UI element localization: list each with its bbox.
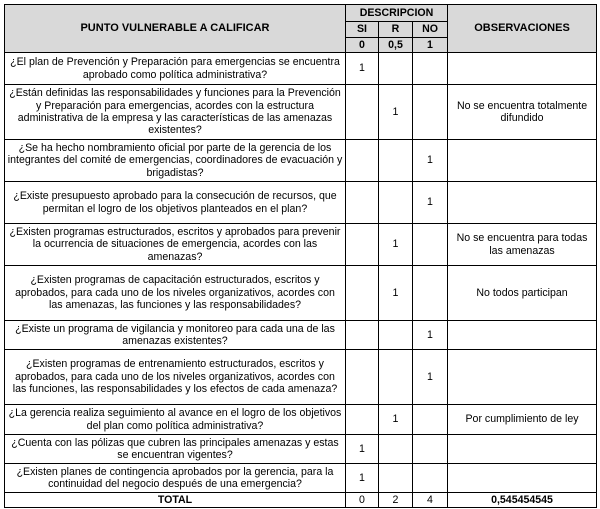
si-cell bbox=[346, 405, 379, 435]
question-cell: ¿Se ha hecho nombramiento oficial por parte de la gerencia de los integrantes del comité de emergencias, coordinadores de evacuación y brigadistas? bbox=[5, 140, 346, 182]
r-cell bbox=[379, 182, 413, 224]
si-cell bbox=[346, 140, 379, 182]
header-val-si: 0 bbox=[346, 38, 379, 53]
total-si: 0 bbox=[346, 493, 379, 508]
table-row bbox=[5, 85, 597, 140]
observation-cell: Por cumplimiento de ley bbox=[448, 405, 597, 435]
header-punto: PUNTO VULNERABLE A CALIFICAR bbox=[5, 5, 346, 53]
r-cell bbox=[379, 140, 413, 182]
header-si: SI bbox=[346, 22, 379, 38]
question-cell: ¿Existen programas de capacitación estructurados, escritos y aprobados, para cada uno de los niveles organizativos, acordes con las amenazas, las funciones y las responsabilidades? bbox=[5, 266, 346, 321]
no-cell bbox=[413, 224, 448, 266]
table-row bbox=[5, 53, 597, 85]
no-cell: 1 bbox=[413, 350, 448, 405]
vulnerability-table bbox=[4, 4, 597, 508]
no-cell bbox=[413, 464, 448, 493]
observation-cell bbox=[448, 350, 597, 405]
header-r: R bbox=[379, 22, 413, 38]
header-val-r: 0,5 bbox=[379, 38, 413, 53]
table-row bbox=[5, 405, 597, 435]
question-cell: ¿La gerencia realiza seguimiento al avance en el logro de los objetivos del plan como política administrativa? bbox=[5, 405, 346, 435]
no-cell bbox=[413, 266, 448, 321]
observation-cell bbox=[448, 435, 597, 464]
r-cell: 1 bbox=[379, 266, 413, 321]
table-row bbox=[5, 224, 597, 266]
r-cell: 1 bbox=[379, 224, 413, 266]
observation-cell bbox=[448, 464, 597, 493]
si-cell: 1 bbox=[346, 435, 379, 464]
total-label: TOTAL bbox=[5, 493, 346, 508]
observation-cell bbox=[448, 321, 597, 350]
si-cell bbox=[346, 182, 379, 224]
question-cell: ¿Existen programas estructurados, escritos y aprobados para prevenir la ocurrencia de situaciones de emergencia, acordes con las amenazas? bbox=[5, 224, 346, 266]
si-cell: 1 bbox=[346, 464, 379, 493]
r-cell: 1 bbox=[379, 85, 413, 140]
r-cell bbox=[379, 435, 413, 464]
header-val-no: 1 bbox=[413, 38, 448, 53]
si-cell bbox=[346, 266, 379, 321]
observation-cell: No todos participan bbox=[448, 266, 597, 321]
observation-cell bbox=[448, 140, 597, 182]
no-cell: 1 bbox=[413, 321, 448, 350]
table-row bbox=[5, 140, 597, 182]
table-row bbox=[5, 266, 597, 321]
total-no: 4 bbox=[413, 493, 448, 508]
question-cell: ¿Existen planes de contingencia aprobados por la gerencia, para la continuidad del negocio después de una emergencia? bbox=[5, 464, 346, 493]
no-cell: 1 bbox=[413, 140, 448, 182]
total-row bbox=[5, 493, 597, 508]
question-cell: ¿Existen programas de entrenamiento estructurados, escritos y aprobados, para cada uno de los niveles organizativos, acordes con las funciones, las responsabilidades y los efectos de cada amenaza? bbox=[5, 350, 346, 405]
no-cell: 1 bbox=[413, 182, 448, 224]
si-cell bbox=[346, 85, 379, 140]
si-cell bbox=[346, 350, 379, 405]
no-cell bbox=[413, 435, 448, 464]
total-r: 2 bbox=[379, 493, 413, 508]
header-no: NO bbox=[413, 22, 448, 38]
si-cell bbox=[346, 321, 379, 350]
question-cell: ¿Están definidas las responsabilidades y funciones para la Prevención y Preparación para emergencias, acordes con la estructura administrativa de la empresa y las características de las amenazas existentes? bbox=[5, 85, 346, 140]
r-cell bbox=[379, 464, 413, 493]
header-descripcion: DESCRIPCION bbox=[346, 5, 448, 22]
question-cell: ¿Existe un programa de vigilancia y monitoreo para cada una de las amenazas existentes? bbox=[5, 321, 346, 350]
header-observaciones: OBSERVACIONES bbox=[448, 5, 597, 53]
table-row bbox=[5, 182, 597, 224]
question-cell: ¿El plan de Prevención y Preparación para emergencias se encuentra aprobado como política administrativa? bbox=[5, 53, 346, 85]
r-cell bbox=[379, 350, 413, 405]
observation-cell: No se encuentra totalmente difundido bbox=[448, 85, 597, 140]
r-cell bbox=[379, 53, 413, 85]
table-row bbox=[5, 350, 597, 405]
no-cell bbox=[413, 405, 448, 435]
si-cell: 1 bbox=[346, 53, 379, 85]
question-cell: ¿Existe presupuesto aprobado para la consecución de recursos, que permitan el logro de los objetivos planteados en el plan? bbox=[5, 182, 346, 224]
table-row bbox=[5, 321, 597, 350]
r-cell: 1 bbox=[379, 405, 413, 435]
table-row bbox=[5, 435, 597, 464]
r-cell bbox=[379, 321, 413, 350]
observation-cell: No se encuentra para todas las amenazas bbox=[448, 224, 597, 266]
table-row bbox=[5, 464, 597, 493]
no-cell bbox=[413, 85, 448, 140]
si-cell bbox=[346, 224, 379, 266]
total-score: 0,545454545 bbox=[448, 493, 597, 508]
question-cell: ¿Cuenta con las pólizas que cubren las principales amenazas y estas se encuentran vigentes? bbox=[5, 435, 346, 464]
no-cell bbox=[413, 53, 448, 85]
observation-cell bbox=[448, 53, 597, 85]
observation-cell bbox=[448, 182, 597, 224]
